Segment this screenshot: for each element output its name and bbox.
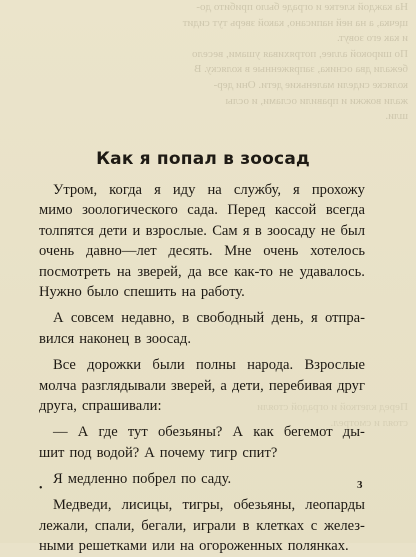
word: были	[152, 357, 185, 374]
text-line	[39, 308, 365, 328]
word: зверей,	[137, 263, 182, 280]
word: почему	[159, 444, 205, 461]
text-line	[39, 329, 365, 349]
word: тигры,	[182, 497, 224, 514]
word: —	[53, 424, 68, 441]
text-line	[39, 495, 365, 515]
word: побрел	[132, 471, 176, 488]
word: играли	[193, 517, 236, 534]
word: по	[180, 471, 197, 488]
word: ными	[39, 538, 74, 555]
word: взрослые.	[145, 222, 207, 239]
word: перебивая	[268, 377, 333, 394]
word: дорожки	[87, 357, 142, 374]
bleed-through-top	[182, 0, 408, 150]
word: все	[207, 263, 228, 280]
word: Утром,	[53, 182, 98, 198]
text-line	[39, 241, 365, 261]
word: посмотреть	[39, 263, 111, 280]
bleed-through-line: стоял и смотрел.	[330, 416, 408, 429]
word: иду	[172, 182, 196, 198]
paragraph	[39, 469, 365, 489]
word: бегали,	[141, 517, 187, 534]
word: не	[320, 222, 336, 239]
text-line	[39, 376, 365, 396]
word: А	[144, 444, 155, 461]
word: молча	[39, 377, 77, 394]
bleed-through-line: По широкой аллее, потряхивая ушами, весело	[192, 47, 408, 60]
word: А	[232, 424, 244, 441]
word: было	[86, 283, 119, 300]
word: как	[253, 424, 274, 441]
word: недавно,	[121, 310, 175, 327]
word: полянках.	[287, 538, 349, 555]
bleed-through-line: шли.	[385, 110, 408, 123]
word: дети,	[232, 377, 264, 394]
footer-bullet: •	[39, 483, 43, 494]
word: зверей,	[171, 377, 216, 394]
text-line	[39, 200, 365, 220]
page-number: 3	[357, 479, 363, 491]
word: свободный	[196, 310, 265, 327]
word: обезьяны,	[233, 497, 296, 514]
word: хотелось	[310, 243, 365, 260]
word: медленно	[67, 471, 128, 488]
word: Перед	[227, 202, 266, 219]
word: леопарды	[305, 497, 365, 514]
word: шит	[39, 444, 65, 461]
word: лисицы,	[121, 497, 173, 514]
word: совсем	[70, 310, 114, 327]
word: на	[179, 538, 195, 555]
word: где	[98, 424, 118, 441]
word: удавалось.	[299, 263, 365, 280]
text-line	[39, 355, 365, 375]
word: я	[310, 310, 318, 327]
word: на	[207, 182, 222, 198]
word: бегемот	[283, 424, 333, 441]
word: десять.	[168, 243, 213, 260]
word: я	[293, 182, 300, 198]
word: ды-	[342, 424, 365, 441]
paragraph	[39, 422, 365, 463]
word: зоосаду	[267, 222, 316, 239]
word: очень	[263, 243, 299, 260]
word: вился	[39, 330, 75, 347]
word: наконец	[79, 330, 130, 347]
bleed-through-line: щечка, а на ней написано, какой зверь тут сидит	[182, 16, 408, 29]
word: Взрослые	[304, 357, 365, 374]
word: когда	[109, 182, 142, 198]
word: отпра-	[325, 310, 365, 327]
word: на	[116, 263, 132, 280]
word: всегда	[325, 202, 365, 219]
word: под	[69, 444, 92, 461]
word: с	[310, 517, 318, 534]
bleed-through-line: и как его зовут.	[337, 32, 408, 45]
word: обезьяны?	[157, 424, 223, 441]
word: зоологического	[82, 202, 178, 219]
paragraph	[39, 308, 365, 349]
word: спит?	[242, 444, 278, 461]
word: саду.	[201, 471, 232, 488]
word: спали,	[94, 517, 135, 534]
word: огороженных	[199, 538, 283, 555]
word: Медведи,	[53, 497, 112, 514]
word: работу.	[200, 283, 245, 300]
text-line	[39, 469, 365, 489]
word: водой?	[96, 444, 140, 461]
paragraph	[39, 495, 365, 556]
bleed-through-line: На каждой клетке и ограде было прибито до-	[196, 1, 408, 13]
bleed-through-line: бежали два осника, запряженные в коляску. В	[194, 63, 408, 76]
word: в	[134, 330, 142, 347]
word: тут	[127, 424, 148, 441]
word: был	[340, 222, 365, 239]
word: Я	[53, 471, 63, 488]
word: а	[220, 377, 227, 394]
paragraph	[39, 355, 365, 416]
text-line	[39, 516, 365, 536]
text-line	[39, 180, 365, 200]
text-line	[39, 536, 365, 556]
word: или	[151, 538, 175, 555]
text-line	[39, 262, 365, 282]
word: давно—лет	[85, 243, 157, 260]
word: прохожу	[311, 182, 365, 198]
paragraph	[39, 180, 365, 302]
word: день,	[271, 310, 304, 327]
word: в	[182, 310, 190, 327]
word: Все	[53, 357, 76, 374]
word: очень	[39, 243, 75, 260]
word: толпятся	[39, 222, 94, 239]
word: друга,	[39, 397, 77, 414]
word: полны	[196, 357, 236, 374]
word: Сам	[212, 222, 238, 239]
text-line	[39, 221, 365, 241]
body-text	[39, 180, 365, 557]
word: спрашивали:	[81, 397, 162, 414]
word: клетках	[256, 517, 305, 534]
word: друг	[337, 377, 365, 394]
chapter-title: Как я попал в зоосад	[96, 149, 310, 169]
word: и	[132, 222, 141, 239]
word: на	[181, 283, 196, 300]
word: Нужно	[39, 283, 82, 300]
word: дети	[99, 222, 128, 239]
text-line	[39, 443, 365, 463]
word: в	[254, 222, 262, 239]
word: Мне	[224, 243, 252, 260]
bleed-through-line: жали вожжи и правили ослами, и ослы	[225, 94, 408, 107]
word: А	[53, 310, 64, 327]
word: спешить	[123, 283, 177, 300]
word: разглядывали	[81, 377, 166, 394]
word: как-то	[234, 263, 273, 280]
word: мимо	[39, 202, 73, 219]
word: лежали,	[39, 517, 89, 534]
word: зоосад.	[146, 330, 191, 347]
word: кассой	[274, 202, 317, 219]
word: не	[279, 263, 294, 280]
word: тигр	[209, 444, 238, 461]
word: я	[154, 182, 161, 198]
word: да	[187, 263, 202, 280]
word: народа.	[247, 357, 294, 374]
bleed-through-line: Перед клеткой и оградой стояли	[257, 401, 408, 413]
word: я	[242, 222, 250, 239]
text-line	[39, 282, 365, 302]
word: решетками	[78, 538, 147, 555]
word: А	[77, 424, 89, 441]
word: сада.	[187, 202, 218, 219]
word: желез-	[323, 517, 365, 534]
word: службу,	[233, 182, 281, 198]
word: в	[242, 517, 250, 534]
text-line	[39, 422, 365, 442]
text-line	[39, 396, 365, 416]
bleed-through-line: коляске сидели маленькие дети. Они дер-	[213, 78, 408, 91]
